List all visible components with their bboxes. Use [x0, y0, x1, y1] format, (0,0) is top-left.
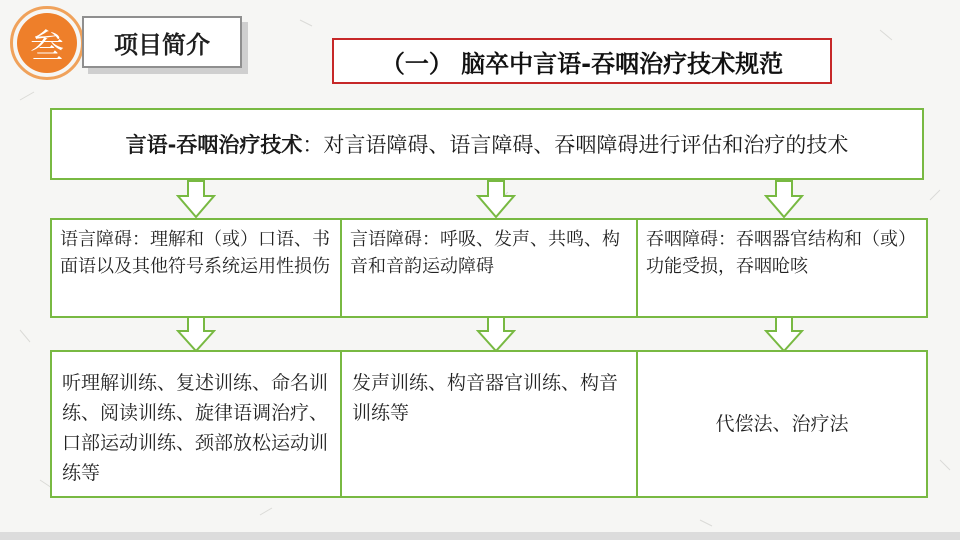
- category-cell-speech: 言语障碍：呼吸、发声、共鸣、构音和音韵运动障碍: [342, 220, 638, 316]
- arrow-down-icon: [764, 180, 804, 218]
- section-title: 项目简介: [114, 30, 210, 59]
- treatment-cell-language: 听理解训练、复述训练、命名训练、阅读训练、旋律语调治疗、口部运动训练、颈部放松运动训练等: [52, 352, 342, 496]
- arrow-down-icon: [176, 180, 216, 218]
- definition-box: [50, 108, 924, 180]
- category-cell-language: 语言障碍：理解和（或）口语、书面语以及其他符号系统运用性损伤: [52, 220, 342, 316]
- treatment-row: [50, 350, 928, 498]
- definition-term: 言语-吞咽治疗技术: [125, 133, 303, 157]
- category-cell-swallowing: 吞咽障碍：吞咽器官结构和（或）功能受损，吞咽呛咳: [646, 229, 916, 277]
- category-row: [50, 218, 928, 318]
- definition-text: ：对言语障碍、语言障碍、吞咽障碍进行评估和治疗的技术: [302, 133, 849, 157]
- slide-title-box: [332, 38, 832, 84]
- treatment-cell-speech: 发声训练、构音器官训练、构音训练等: [342, 352, 638, 496]
- slide-bottom-bar: [0, 532, 960, 540]
- slide-title: （一） 脑卒中言语-吞咽治疗技术规范: [380, 49, 784, 78]
- section-number-badge: [10, 6, 84, 80]
- arrow-down-icon: [176, 316, 216, 352]
- arrow-down-icon: [764, 316, 804, 352]
- treatment-cell-swallowing: [638, 352, 926, 496]
- treatment-text-swallowing: 代偿法、治疗法: [715, 413, 849, 435]
- badge-char: 叁: [17, 13, 77, 73]
- section-title-box: [82, 16, 242, 68]
- arrow-down-icon: [476, 316, 516, 352]
- arrow-down-icon: [476, 180, 516, 218]
